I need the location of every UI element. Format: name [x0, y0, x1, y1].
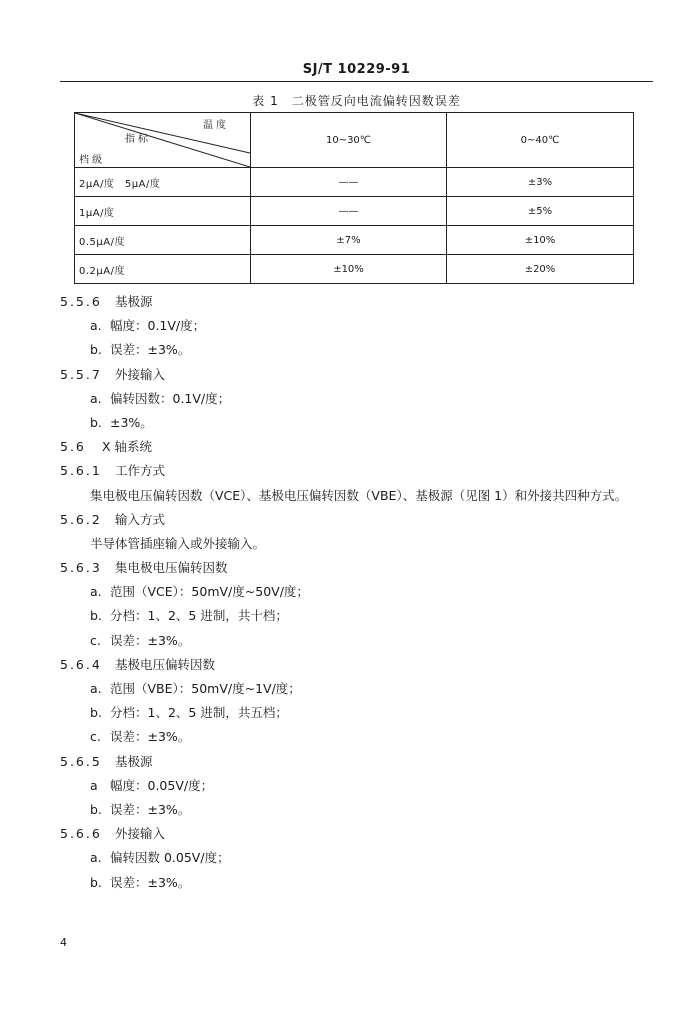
- table-header-row: [75, 113, 634, 168]
- item-marker: b.: [90, 801, 102, 817]
- diag-label-range: 档级: [79, 155, 105, 166]
- section-number: 5.6.6: [60, 826, 102, 842]
- item-marker: b.: [90, 608, 102, 624]
- item-text: 偏转因数：0.1V/度；: [110, 390, 231, 406]
- item-text: 误差：±3%。: [110, 874, 191, 890]
- section-title: 基极电压偏转因数: [115, 656, 216, 672]
- list-item: [60, 774, 653, 798]
- item-text: 分档：1、2、5 进制，共五档；: [110, 705, 288, 721]
- section-heading: [60, 435, 653, 459]
- header-rule: [60, 81, 653, 82]
- list-item: [60, 629, 653, 653]
- item-marker: b.: [90, 705, 102, 721]
- item-marker: a: [90, 777, 98, 793]
- section-title: 外接输入: [115, 366, 166, 382]
- column-header: 0~40℃: [447, 113, 634, 168]
- item-text: 偏转因数 0.05V/度；: [110, 850, 230, 866]
- row-label: 0.5μA/度: [75, 226, 251, 255]
- section-title: 基极源: [115, 294, 153, 309]
- table-cell: ——: [251, 168, 447, 197]
- section-heading: [60, 653, 653, 677]
- item-marker: a.: [90, 681, 102, 697]
- table-cell: ±7%: [251, 226, 447, 255]
- section-heading: [60, 750, 653, 774]
- list-item: [60, 314, 653, 338]
- section-number: 5.6.2: [60, 511, 102, 527]
- paragraph: [60, 484, 653, 508]
- list-item: [60, 677, 653, 701]
- table-caption: 表 1 二极管反向电流偏转因数误差: [252, 94, 461, 108]
- row-label: 2μA/度 5μA/度: [75, 168, 251, 197]
- list-item: [60, 701, 653, 725]
- item-text: 误差：±3%。: [110, 632, 191, 648]
- list-item: [60, 604, 653, 628]
- column-header: 10~30℃: [251, 113, 447, 168]
- item-text: 幅度：0.05V/度；: [110, 777, 214, 793]
- item-marker: b.: [90, 874, 102, 890]
- section-heading: [60, 556, 653, 580]
- diagonal-header-cell: [75, 113, 251, 168]
- item-marker: a.: [90, 318, 102, 334]
- list-item: [60, 871, 653, 895]
- page-number: 4: [60, 936, 67, 949]
- section-heading: [60, 290, 653, 314]
- section-title: 工作方式: [115, 463, 166, 479]
- section-number: 5.6.5: [60, 753, 102, 769]
- item-text: 范围（VCE）：50mV/度~50V/度；: [110, 584, 309, 600]
- diag-label-temperature: 温度: [203, 120, 229, 131]
- list-item: [60, 411, 653, 435]
- section-title: 外接输入: [115, 826, 166, 842]
- table-row: [75, 255, 634, 284]
- item-text: 范围（VBE）：50mV/度~1V/度；: [110, 681, 301, 697]
- section-heading: [60, 508, 653, 532]
- error-table: [74, 112, 634, 284]
- list-item: [60, 338, 653, 362]
- section-number: 5.6.1: [60, 463, 102, 479]
- list-item: [60, 846, 653, 870]
- diag-label-indicator: 指标: [125, 134, 151, 145]
- row-label: 1μA/度: [75, 197, 251, 226]
- item-marker: a.: [90, 850, 102, 866]
- section-number: 5.5.6: [60, 294, 102, 309]
- section-title: X 轴系统: [102, 439, 153, 455]
- section-title: 输入方式: [115, 511, 166, 527]
- section-heading: [60, 363, 653, 387]
- item-marker: b.: [90, 342, 102, 358]
- paragraph-text: 集电极电压偏转因数（VCE）、基极电压偏转因数（VBE）、基极源（见图 1）和外接共四种方式。: [90, 487, 628, 503]
- item-marker: a.: [90, 390, 102, 406]
- document-code-header: SJ/T 10229-91: [302, 62, 411, 77]
- table-cell: ±10%: [251, 255, 447, 284]
- table-cell: ——: [251, 197, 447, 226]
- paragraph-text: 半导体管插座输入或外接输入。: [90, 535, 266, 551]
- item-marker: a.: [90, 584, 102, 600]
- item-text: 误差：±3%。: [110, 801, 191, 817]
- table-cell: ±20%: [447, 255, 634, 284]
- item-text: 幅度：0.1V/度；: [110, 318, 206, 334]
- item-marker: b.: [90, 414, 102, 430]
- body-text: [60, 290, 653, 895]
- table-row: [75, 226, 634, 255]
- section-number: 5.6.4: [60, 656, 102, 672]
- section-heading: [60, 459, 653, 483]
- list-item: [60, 725, 653, 749]
- section-heading: [60, 822, 653, 846]
- row-label: 0.2μA/度: [75, 255, 251, 284]
- table-cell: ±10%: [447, 226, 634, 255]
- section-number: 5.6.3: [60, 560, 102, 576]
- section-title: 基极源: [115, 753, 153, 769]
- table-row: [75, 197, 634, 226]
- item-text: ±3%。: [110, 414, 153, 430]
- table-cell: ±3%: [447, 168, 634, 197]
- list-item: [60, 798, 653, 822]
- item-marker: c.: [90, 632, 101, 648]
- list-item: [60, 580, 653, 604]
- item-text: 误差：±3%。: [110, 729, 191, 745]
- list-item: [60, 387, 653, 411]
- paragraph: [60, 532, 653, 556]
- item-text: 分档：1、2、5 进制，共十档；: [110, 608, 288, 624]
- table-row: [75, 168, 634, 197]
- section-title: 集电极电压偏转因数: [115, 560, 228, 576]
- item-marker: c.: [90, 729, 101, 745]
- section-number: 5.6: [60, 439, 86, 455]
- table-cell: ±5%: [447, 197, 634, 226]
- item-text: 误差：±3%。: [110, 342, 191, 358]
- section-number: 5.5.7: [60, 366, 102, 382]
